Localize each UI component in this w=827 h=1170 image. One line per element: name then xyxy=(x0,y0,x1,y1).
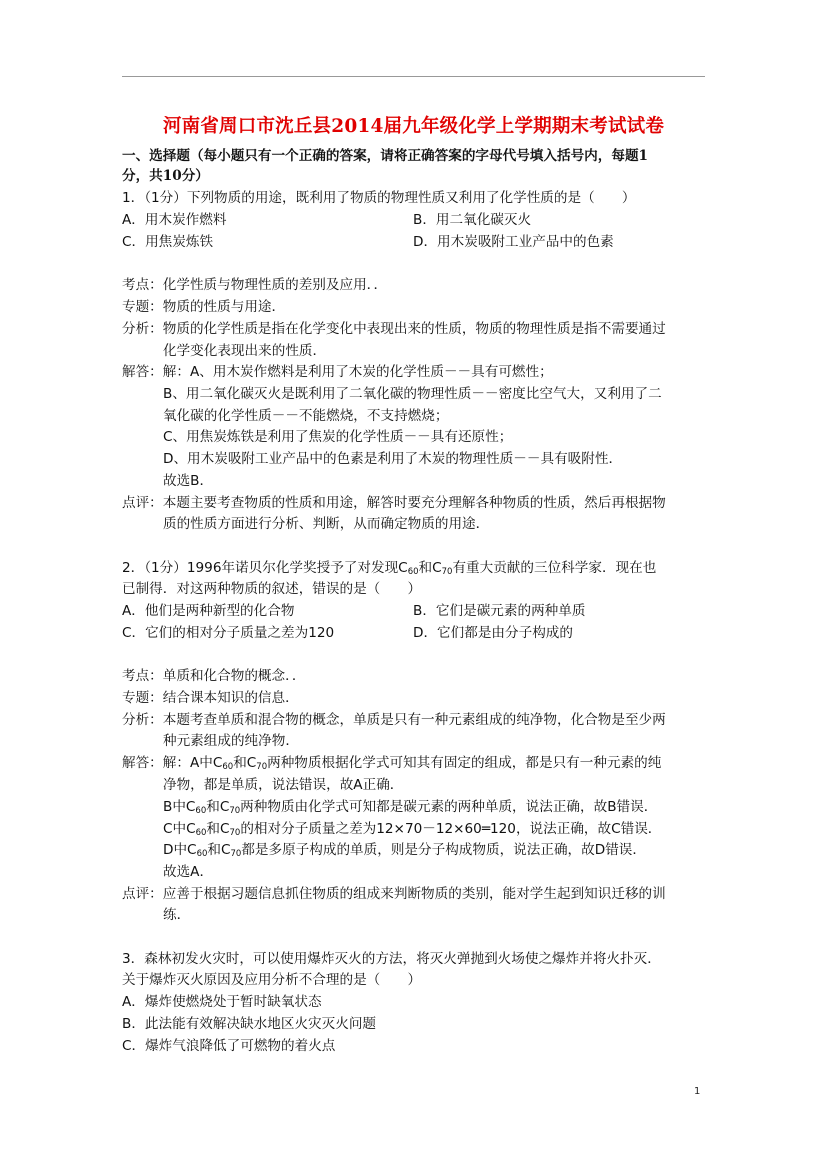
q2-option-c: C．它们的相对分子质量之差为120 xyxy=(122,625,335,641)
c70-subscript: 70 xyxy=(229,828,241,838)
q1-kaodian: 考点：化学性质与物理性质的差别及应用．． xyxy=(122,277,388,293)
q3-option-a: A．爆炸使燃烧处于暂时缺氧状态 xyxy=(122,994,322,1010)
q1-zhuanti: 专题：物质的性质与用途． xyxy=(122,299,286,315)
q2-stem-line1 xyxy=(122,558,656,578)
q1-jieda-line3: 氧化碳的化学性质－－不能燃烧，不支持燃烧； xyxy=(163,408,449,424)
q2-jieda-a-he: 和C xyxy=(233,755,257,771)
q2-stem-mid: 和C xyxy=(418,560,442,576)
q1-option-a: A．用木炭作燃料 xyxy=(122,212,227,228)
q2-jieda-d-he: 和C xyxy=(207,842,231,858)
q1-fenxi-line1: 分析：物质的化学性质是指在化学变化中表现出来的性质，物质的物理性质是指不需要通过 xyxy=(122,321,666,337)
page-number: 1 xyxy=(694,1086,701,1097)
c60-subscript: 60 xyxy=(196,849,208,859)
q2-jieda-b-he: 和C xyxy=(206,799,230,815)
q2-zhuanti: 专题：结合课本知识的信息． xyxy=(122,690,299,706)
q2-stem-line2: 已制得．对这两种物质的叙述，错误的是（ ） xyxy=(122,581,422,597)
q2-jieda-line4 xyxy=(163,819,661,839)
q1-fenxi-line2: 化学变化表现出来的性质． xyxy=(163,343,327,359)
c70-subscript: 70 xyxy=(441,567,453,577)
page-title: 河南省周口市沈丘县2014届九年级化学上学期期末考试试卷 xyxy=(162,116,665,137)
q2-jieda-b-pre: B中C xyxy=(163,799,196,815)
q2-jieda-d-pre: D中C xyxy=(163,842,197,858)
c60-subscript: 60 xyxy=(407,567,419,577)
q2-kaodian: 考点：单质和化合物的概念．． xyxy=(122,668,306,684)
q1-jieda-line1: 解答：解：A、用木炭作燃料是利用了木炭的化学性质－－具有可燃性； xyxy=(122,364,553,380)
q2-jieda-line6: 故选A． xyxy=(163,864,214,880)
q2-jieda-line5 xyxy=(163,840,646,860)
q2-jieda-c-post: 的相对分子质量之差为12×70－12×60═120，说法正确，故C错误． xyxy=(240,821,662,837)
q2-dianping-line2: 练． xyxy=(163,907,191,923)
c60-subscript: 60 xyxy=(195,806,207,816)
c70-subscript: 70 xyxy=(229,806,241,816)
q2-option-b: B．它们是碳元素的两种单质 xyxy=(413,603,586,619)
q1-jieda-line5: D、用木炭吸附工业产品中的色素是利用了木炭的物理性质－－具有吸附性． xyxy=(163,451,623,467)
q2-option-d: D．它们都是由分子构成的 xyxy=(413,625,573,641)
q2-stem-pre: 2．（1分）1996年诺贝尔化学奖授予了对发现C xyxy=(122,560,408,576)
q1-jieda-line4: C、用焦炭炼铁是利用了焦炭的化学性质－－具有还原性； xyxy=(163,429,513,445)
c70-subscript: 70 xyxy=(230,849,242,859)
q1-option-c: C．用焦炭炼铁 xyxy=(122,234,214,250)
q2-jieda-a-pre: 解答：解：A中C xyxy=(122,755,223,771)
q1-jieda-line6: 故选B． xyxy=(163,473,214,489)
q2-stem-post: 有重大贡献的三位科学家．现在也 xyxy=(452,560,657,576)
c60-subscript: 60 xyxy=(195,828,207,838)
section-heading-line2: 分，共10分） xyxy=(122,168,209,184)
q2-jieda-a-post: 两种物质根据化学式可知其有固定的组成，都是只有一种元素的纯 xyxy=(267,755,662,771)
q2-jieda-line1 xyxy=(122,753,661,773)
c70-subscript: 70 xyxy=(256,762,268,772)
c60-subscript: 60 xyxy=(222,762,234,772)
header-rule xyxy=(122,76,705,77)
q1-jieda-line2: B、用二氧化碳灭火是既利用了二氧化碳的物理性质－－密度比空气大，又利用了二 xyxy=(163,386,662,402)
q2-jieda-c-he: 和C xyxy=(206,821,230,837)
q2-jieda-c-pre: C中C xyxy=(163,821,196,837)
q2-fenxi-line1: 分析：本题考查单质和混合物的概念，单质是只有一种元素组成的纯净物，化合物是至少两 xyxy=(122,712,666,728)
q3-stem-line2: 关于爆炸灭火原因及应用分析不合理的是（ ） xyxy=(122,972,422,988)
q2-jieda-line3 xyxy=(163,797,657,817)
q3-option-c: C．爆炸气浪降低了可燃物的着火点 xyxy=(122,1038,336,1054)
q2-jieda-d-post: 都是多原子构成的单质，则是分子构成物质，说法正确，故D错误． xyxy=(241,842,646,858)
q2-fenxi-line2: 种元素组成的纯净物． xyxy=(163,733,299,749)
q2-dianping-line1: 点评：应善于根据习题信息抓住物质的组成来判断物质的类别，能对学生起到知识迁移的训 xyxy=(122,886,666,902)
q1-option-d: D．用木炭吸附工业产品中的色素 xyxy=(413,234,614,250)
section-heading-line1: 一、选择题（每小题只有一个正确的答案，请将正确答案的字母代号填入括号内，每题1 xyxy=(122,148,649,164)
q1-dianping-line1: 点评：本题主要考查物质的性质和用途，解答时要充分理解各种物质的性质，然后再根据物 xyxy=(122,495,666,511)
q2-jieda-line2: 净物，都是单质，说法错误，故A正确． xyxy=(163,777,404,793)
q2-jieda-b-post: 两种物质由化学式可知都是碳元素的两种单质，说法正确，故B错误． xyxy=(240,799,658,815)
q2-option-a: A．他们是两种新型的化合物 xyxy=(122,603,295,619)
q1-stem: 1．（1分）下列物质的用途，既利用了物质的物理性质又利用了化学性质的是（ ） xyxy=(122,190,636,206)
q1-option-b: B．用二氧化碳灭火 xyxy=(413,212,532,228)
q3-stem-line1: 3．森林初发火灾时，可以使用爆炸灭火的方法，将灭火弹抛到火场使之爆炸并将火扑灭． xyxy=(122,951,661,967)
q1-dianping-line2: 质的性质方面进行分析、判断，从而确定物质的用途． xyxy=(163,516,490,532)
q3-option-b: B．此法能有效解决缺水地区火灾灭火问题 xyxy=(122,1016,377,1032)
